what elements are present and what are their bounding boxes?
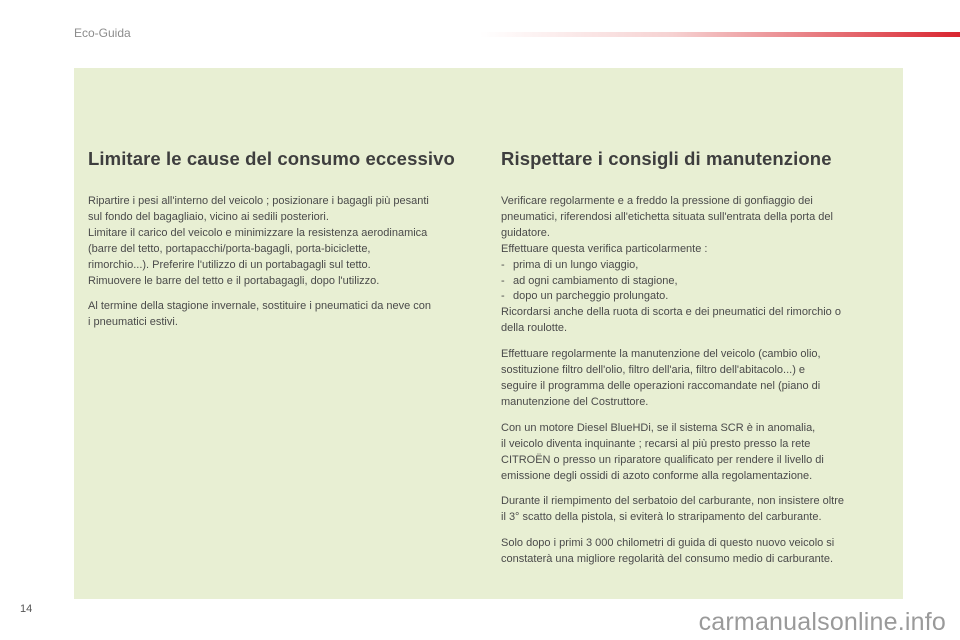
right-heading: Rispettare i consigli di manutenzione	[501, 148, 832, 169]
left-column	[88, 148, 478, 341]
list-item-text: prima di un lungo viaggio,	[513, 258, 639, 271]
watermark: carmanualsonline.info	[698, 608, 946, 636]
right-paragraph-3	[501, 421, 891, 485]
list-item-text: dopo un parcheggio prolungato.	[513, 290, 669, 303]
list-item	[501, 274, 891, 290]
text-line: seguire il programma delle operazioni raccomandate nel (piano di	[501, 379, 821, 392]
text-line: CITROËN o presso un riparatore qualificato per rendere il livello di	[501, 453, 824, 466]
text-line: i pneumatici estivi.	[88, 316, 178, 329]
header-accent-bar	[480, 32, 960, 37]
text-line: emissione degli ossidi di azoto conforme alla regolamentazione.	[501, 469, 813, 482]
bullet-marker: -	[501, 258, 505, 271]
right-paragraph-2	[501, 347, 891, 411]
bullet-marker: -	[501, 274, 505, 287]
left-heading: Limitare le cause del consumo eccessivo	[88, 148, 455, 169]
right-paragraph-4	[501, 494, 891, 526]
text-line: manutenzione del Costruttore.	[501, 395, 649, 408]
text-line: Al termine della stagione invernale, sostituire i pneumatici da neve con	[88, 300, 432, 313]
text-line: rimorchio...). Preferire l'utilizzo di un portabagagli sul tetto.	[88, 258, 371, 271]
text-line: Con un motore Diesel BlueHDi, se il sistema SCR è in anomalia,	[501, 421, 816, 434]
left-paragraph-1	[88, 194, 478, 289]
text-line: pneumatici, riferendosi all'etichetta situata sull'entrata della porta del	[501, 210, 833, 223]
content-panel	[74, 68, 903, 599]
text-line: il 3° scatto della pistola, si eviterà lo straripamento del carburante.	[501, 511, 822, 524]
text-line: Solo dopo i primi 3 000 chilometri di guida di questo nuovo veicolo si	[501, 537, 835, 550]
text-line: (barre del tetto, portapacchi/porta-bagagli, porta-biciclette,	[88, 242, 371, 255]
list-item	[501, 289, 891, 305]
list-item-text: ad ogni cambiamento di stagione,	[513, 274, 678, 287]
right-paragraph-1	[501, 194, 891, 337]
section-title: Eco-Guida	[74, 26, 131, 40]
text-line: Rimuovere le barre del tetto e il portabagagli, dopo l'utilizzo.	[88, 274, 380, 287]
text-line: Effettuare regolarmente la manutenzione del veicolo (cambio olio,	[501, 348, 821, 361]
text-line: Effettuare questa verifica particolarmente :	[501, 242, 708, 255]
text-line: della roulotte.	[501, 322, 568, 335]
page-number: 14	[20, 603, 33, 615]
text-line: guidatore.	[501, 226, 550, 239]
left-paragraph-2	[88, 299, 478, 331]
right-paragraph-5	[501, 536, 891, 568]
bullet-marker: -	[501, 290, 505, 303]
text-line: Durante il riempimento del serbatoio del carburante, non insistere oltre	[501, 495, 845, 508]
text-line: Limitare il carico del veicolo e minimizzare la resistenza aerodinamica	[88, 226, 428, 239]
text-line: sostituzione filtro dell'olio, filtro dell'aria, filtro dell'abitacolo...) e	[501, 364, 806, 377]
text-line: Ricordarsi anche della ruota di scorta e dei pneumatici del rimorchio o	[501, 306, 841, 319]
text-line: sul fondo del bagagliaio, vicino ai sedili posteriori.	[88, 210, 329, 223]
list-item	[501, 258, 891, 274]
text-line: constaterà una migliore regolarità del consumo medio di carburante.	[501, 553, 834, 566]
text-line: Ripartire i pesi all'interno del veicolo ; posizionare i bagagli più pesanti	[88, 195, 429, 207]
text-line: Verificare regolarmente e a freddo la pressione di gonfiaggio dei	[501, 195, 813, 207]
right-column	[501, 148, 891, 578]
text-line: il veicolo diventa inquinante ; recarsi al più presto presso la rete	[501, 437, 811, 450]
